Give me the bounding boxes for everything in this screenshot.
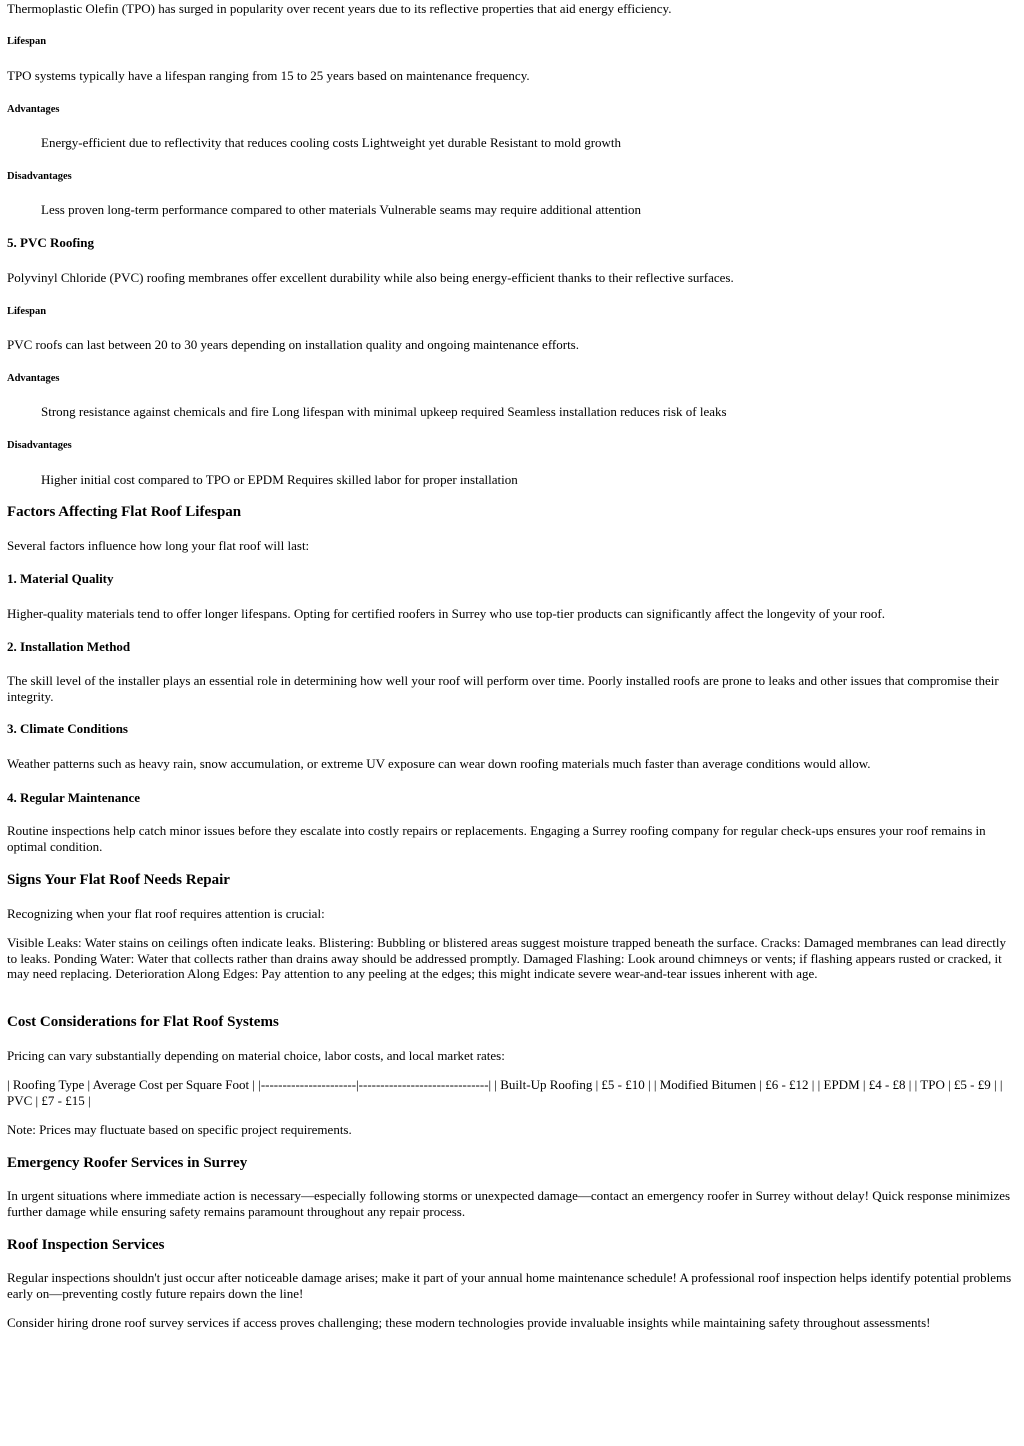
tpo-advantages-heading: Advantages (7, 104, 60, 115)
factor-heading: 2. Installation Method (7, 639, 131, 654)
tpo-lifespan-heading: Lifespan (7, 36, 47, 47)
cost-intro: Pricing can vary substantially depending on material choice, labor costs, and local market rates: (7, 1048, 505, 1063)
pvc-lifespan-text: PVC roofs can last between 20 to 30 years depending on installation quality and ongoing maintenance efforts. (7, 337, 579, 352)
pvc-advantages-heading: Advantages (7, 373, 60, 384)
inspection-heading: Roof Inspection Services (7, 1237, 165, 1253)
factors-intro: Several factors influence how long your flat roof will last: (7, 538, 310, 553)
signs-heading: Signs Your Flat Roof Needs Repair (7, 872, 230, 888)
factor-text: Weather patterns such as heavy rain, snow accumulation, or extreme UV exposure can wear down roofing materials much faster than average conditions would allow. (7, 756, 871, 771)
pvc-advantages-list: Strong resistance against chemicals and fire Long lifespan with minimal upkeep required Seamless installation reduces risk of leaks (41, 404, 727, 419)
pvc-intro: Polyvinyl Chloride (PVC) roofing membranes offer excellent durability while also being energy-efficient thanks to their reflective surfaces. (7, 270, 734, 285)
factor-text: The skill level of the installer plays an essential role in determining how well your roof will perform over time. Poorly installed roofs are prone to leaks and other issues that compromise their integrity. (7, 673, 999, 704)
factor-text: Higher-quality materials tend to offer longer lifespans. Opting for certified roofers in Surrey who use top-tier products can significantly affect the longevity of your roof. (7, 606, 885, 621)
factor-heading: 1. Material Quality (7, 571, 114, 586)
cost-note: Note: Prices may fluctuate based on specific project requirements. (7, 1122, 352, 1137)
signs-list: Visible Leaks: Water stains on ceilings often indicate leaks. Blistering: Bubbling or blistered areas suggest moisture trapped beneath the surface. Cracks: Damaged membranes can lead directly to leaks. Ponding Water: Water that collects rather than drains away should be addressed promptly. Damaged Flashing: Look around chimneys or vents; if flashing appears rusted or cracked, it may need replacing. Deterioration Along Edges: Pay attention to any peeling at the edges; this might indicate severe wear-and-tear issues inherent with age. (7, 935, 1006, 981)
tpo-intro: Thermoplastic Olefin (TPO) has surged in popularity over recent years due to its reflective properties that aid energy efficiency. (7, 1, 672, 16)
tpo-disadvantages-heading: Disadvantages (7, 171, 72, 182)
factor-heading: 3. Climate Conditions (7, 721, 128, 736)
tpo-disadvantages-list: Less proven long-term performance compared to other materials Vulnerable seams may require additional attention (41, 202, 642, 217)
pvc-heading: 5. PVC Roofing (7, 235, 95, 250)
emergency-text: In urgent situations where immediate action is necessary—especially following storms or unexpected damage—contact an emergency roofer in Surrey without delay! Quick response minimizes further damage while ensuring safety remains paramount throughout any repair process. (7, 1188, 1011, 1219)
inspection-drone-text: Consider hiring drone roof survey services if access proves challenging; these modern technologies provide invaluable insights while maintaining safety throughout assessments! (7, 1315, 931, 1330)
emergency-heading: Emergency Roofer Services in Surrey (7, 1155, 248, 1171)
tpo-lifespan-text: TPO systems typically have a lifespan ranging from 15 to 25 years based on maintenance frequency. (7, 68, 530, 83)
pvc-lifespan-heading: Lifespan (7, 306, 47, 317)
pvc-disadvantages-list: Higher initial cost compared to TPO or EPDM Requires skilled labor for proper installation (41, 472, 518, 487)
factors-heading: Factors Affecting Flat Roof Lifespan (7, 504, 242, 520)
pvc-disadvantages-heading: Disadvantages (7, 440, 72, 451)
cost-heading: Cost Considerations for Flat Roof Systems (7, 1014, 279, 1030)
inspection-text: Regular inspections shouldn't just occur after noticeable damage arises; make it part of your annual home maintenance schedule! A professional roof inspection helps identify potential problems early on—preventing costly future repairs down the line! (7, 1270, 1012, 1301)
signs-intro: Recognizing when your flat roof requires attention is crucial: (7, 906, 325, 921)
cost-table-text: | Roofing Type | Average Cost per Square Foot | |----------------------|------------------------------| | Built-Up Roofing | £5 - £10 | | Modified Bitumen | £6 - £12 | | EPDM | £4 - £8 | | TPO | £5 - £9 | | PVC | £7 - £15 | (7, 1077, 1003, 1108)
tpo-advantages-list: Energy-efficient due to reflectivity that reduces cooling costs Lightweight yet durable Resistant to mold growth (41, 135, 622, 150)
factor-heading: 4. Regular Maintenance (7, 790, 140, 805)
factor-text: Routine inspections help catch minor issues before they escalate into costly repairs or replacements. Engaging a Surrey roofing company for regular check-ups ensures your roof remains in optimal condition. (7, 823, 986, 854)
